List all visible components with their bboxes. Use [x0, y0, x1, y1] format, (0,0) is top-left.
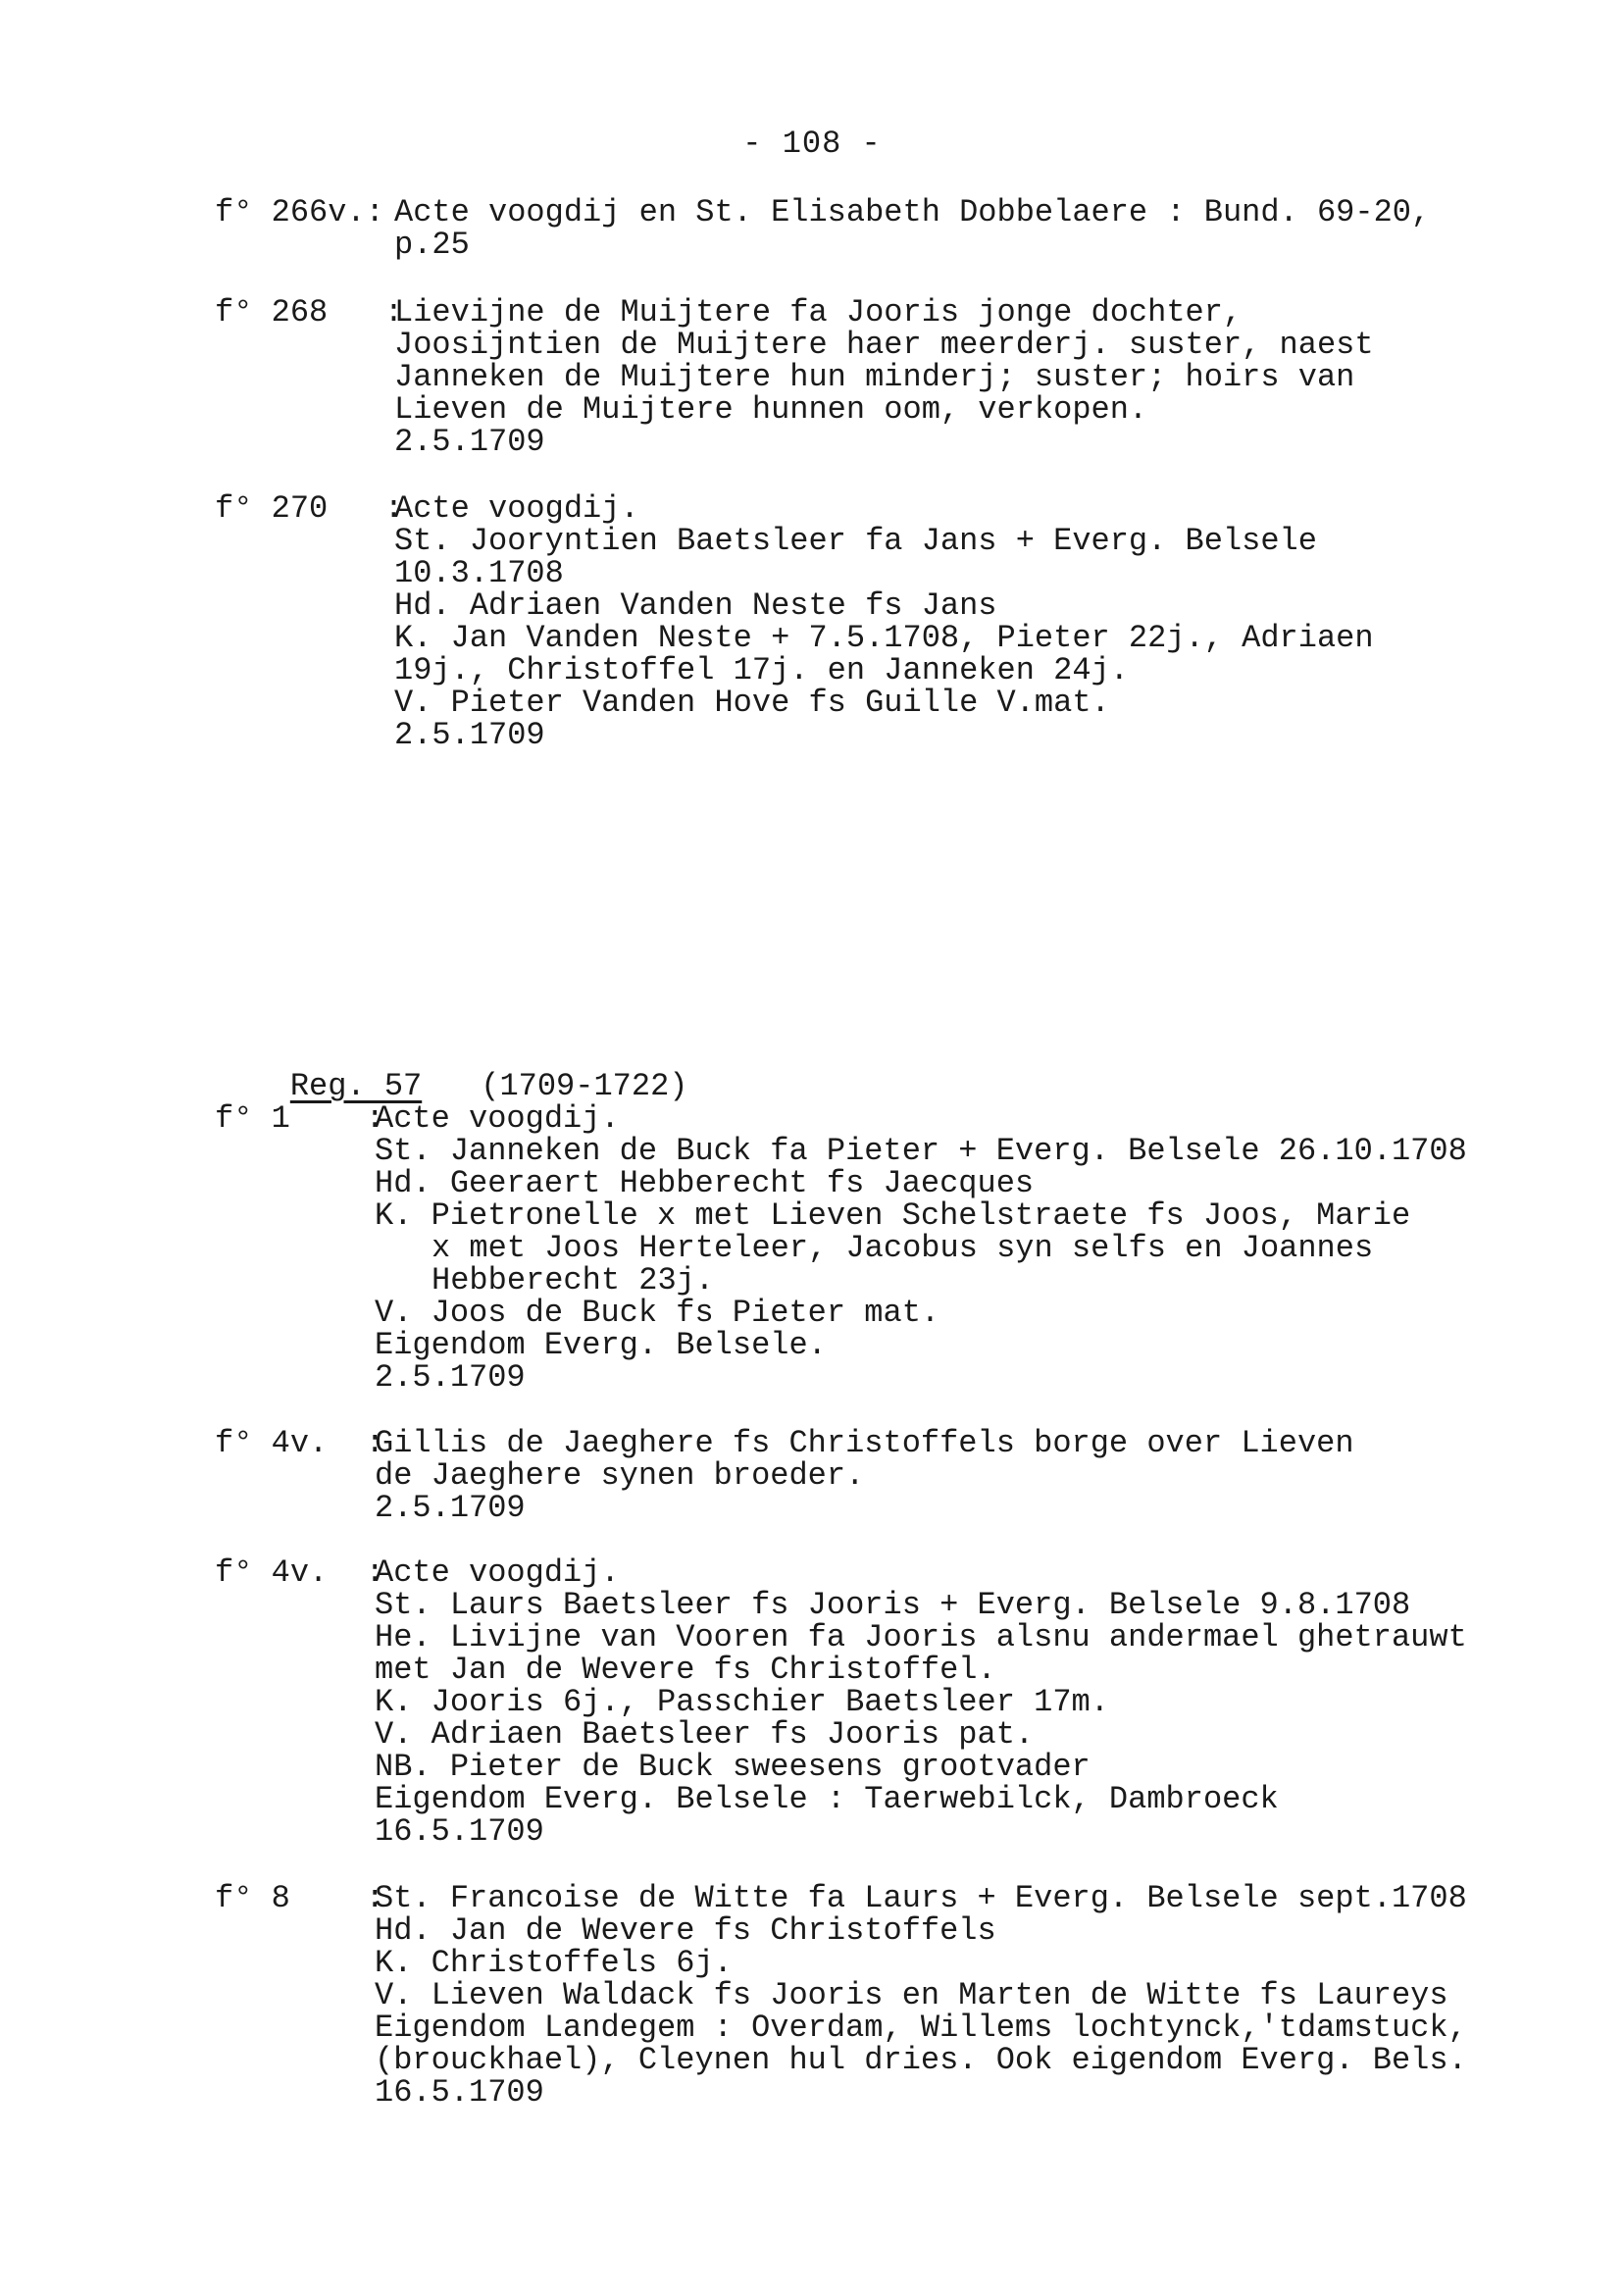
entry-text [375, 1556, 1467, 1848]
register-label: Reg. 57 [289, 1068, 423, 1104]
entry-line: 16.5.1709 [375, 2074, 544, 2111]
entry-line: Lieven de Muijtere hunnen oom, verkopen. [394, 391, 1148, 428]
entry-line: He. Livijne van Vooren fa Jooris alsnu andermael ghetrauwt [375, 1619, 1467, 1655]
entry-text [394, 492, 1374, 751]
entry-line: K. Jan Vanden Neste + 7.5.1708, Pieter 22j., Adriaen [394, 620, 1374, 656]
entry-line: Acte voogdij. [394, 490, 639, 527]
folio-label: f° 268 : [215, 294, 404, 331]
entry-line: V. Lieven Waldack fs Jooris en Marten de Witte fs Laureys [375, 1977, 1448, 2013]
entry-line: V. Adriaen Baetsleer fs Jooris pat. [375, 1716, 1035, 1753]
entry-line: Hd. Geeraert Hebberecht fs Jaecques [375, 1165, 1035, 1201]
entry-line: NB. Pieter de Buck sweesens grootvader [375, 1749, 1091, 1785]
entry-text [375, 1427, 1354, 1524]
entry-line: K. Jooris 6j., Passchier Baetsleer 17m. [375, 1684, 1109, 1720]
entry-line: 16.5.1709 [375, 1813, 544, 1850]
entry-line: Hebberecht 23j. [431, 1262, 715, 1298]
folio-label: f° 270 : [215, 490, 404, 527]
entry-line: Acte voogdij. [375, 1100, 620, 1137]
entry-line: met Jan de Wevere fs Christoffel. [375, 1652, 996, 1688]
entry-line: Eigendom Landegem : Overdam, Willems lochtynck,'tdamstuck, [375, 2010, 1467, 2046]
entry-line: 2.5.1709 [375, 1490, 526, 1526]
folio-label: f° 266v.: [215, 194, 384, 230]
entry-text [394, 296, 1374, 458]
entry-text [375, 1102, 1467, 1394]
folio-label: f° 8 : [215, 1880, 384, 1916]
register-range: (1709-1722) [481, 1068, 688, 1104]
entry-text [375, 1882, 1467, 2109]
entry-line: 19j., Christoffel 17j. en Janneken 24j. [394, 652, 1129, 688]
entry-line: St. Jooryntien Baetsleer fa Jans + Everg. Belsele [394, 523, 1317, 559]
entry-line: V. Pieter Vanden Hove fs Guille V.mat. [394, 685, 1110, 721]
entry-line: Hd. Adriaen Vanden Neste fs Jans [394, 587, 997, 624]
entry-line: Joosijntien de Muijtere haer meerderj. suster, naest [394, 327, 1374, 363]
entry-line: 2.5.1709 [394, 717, 545, 753]
entry-line: Lievijne de Muijtere fa Jooris jonge dochter, [394, 294, 1243, 331]
entry-line: 2.5.1709 [394, 424, 545, 460]
entry-line: p.25 [394, 227, 470, 263]
entry-line: de Jaeghere synen broeder. [375, 1457, 865, 1494]
entry-line: Janneken de Muijtere hun minderj; suster; hoirs van [394, 359, 1355, 395]
folio-label: f° 4v. : [215, 1554, 384, 1591]
entry-line: Acte voogdij. [375, 1554, 620, 1591]
entry-text [394, 196, 1430, 261]
entry-line: 2.5.1709 [375, 1359, 526, 1396]
entry-line: Gillis de Jaeghere fs Christoffels borge over Lieven [375, 1425, 1354, 1461]
entry-line: Eigendom Everg. Belsele : Taerwebilck, Dambroeck [375, 1781, 1279, 1817]
entry-line: x met Joos Herteleer, Jacobus syn selfs en Joannes [431, 1230, 1374, 1266]
entry-line: K. Christoffels 6j. [375, 1945, 733, 1981]
entry-line: St. Janneken de Buck fa Pieter + Everg. Belsele 26.10.1708 [375, 1133, 1467, 1169]
page-number: - 108 - [742, 126, 882, 162]
entry-line: 10.3.1708 [394, 555, 564, 591]
entry-line: Eigendom Everg. Belsele. [375, 1327, 827, 1363]
entry-line: Hd. Jan de Wevere fs Christoffels [375, 1912, 996, 1949]
entry-line: K. Pietronelle x met Lieven Schelstraete fs Joos, Marie [375, 1197, 1411, 1234]
entry-line: Acte voogdij en St. Elisabeth Dobbelaere : Bund. 69-20, [394, 194, 1431, 230]
entry-line: St. Francoise de Witte fa Laurs + Everg. Belsele sept.1708 [375, 1880, 1467, 1916]
entry-line: St. Laurs Baetsleer fs Jooris + Everg. Belsele 9.8.1708 [375, 1587, 1411, 1623]
entry-line: V. Joos de Buck fs Pieter mat. [375, 1295, 940, 1331]
folio-label: f° 1 : [215, 1100, 384, 1137]
folio-label: f° 4v. : [215, 1425, 384, 1461]
entry-line: (brouckhael), Cleynen hul dries. Ook eigendom Everg. Bels. [375, 2042, 1467, 2078]
